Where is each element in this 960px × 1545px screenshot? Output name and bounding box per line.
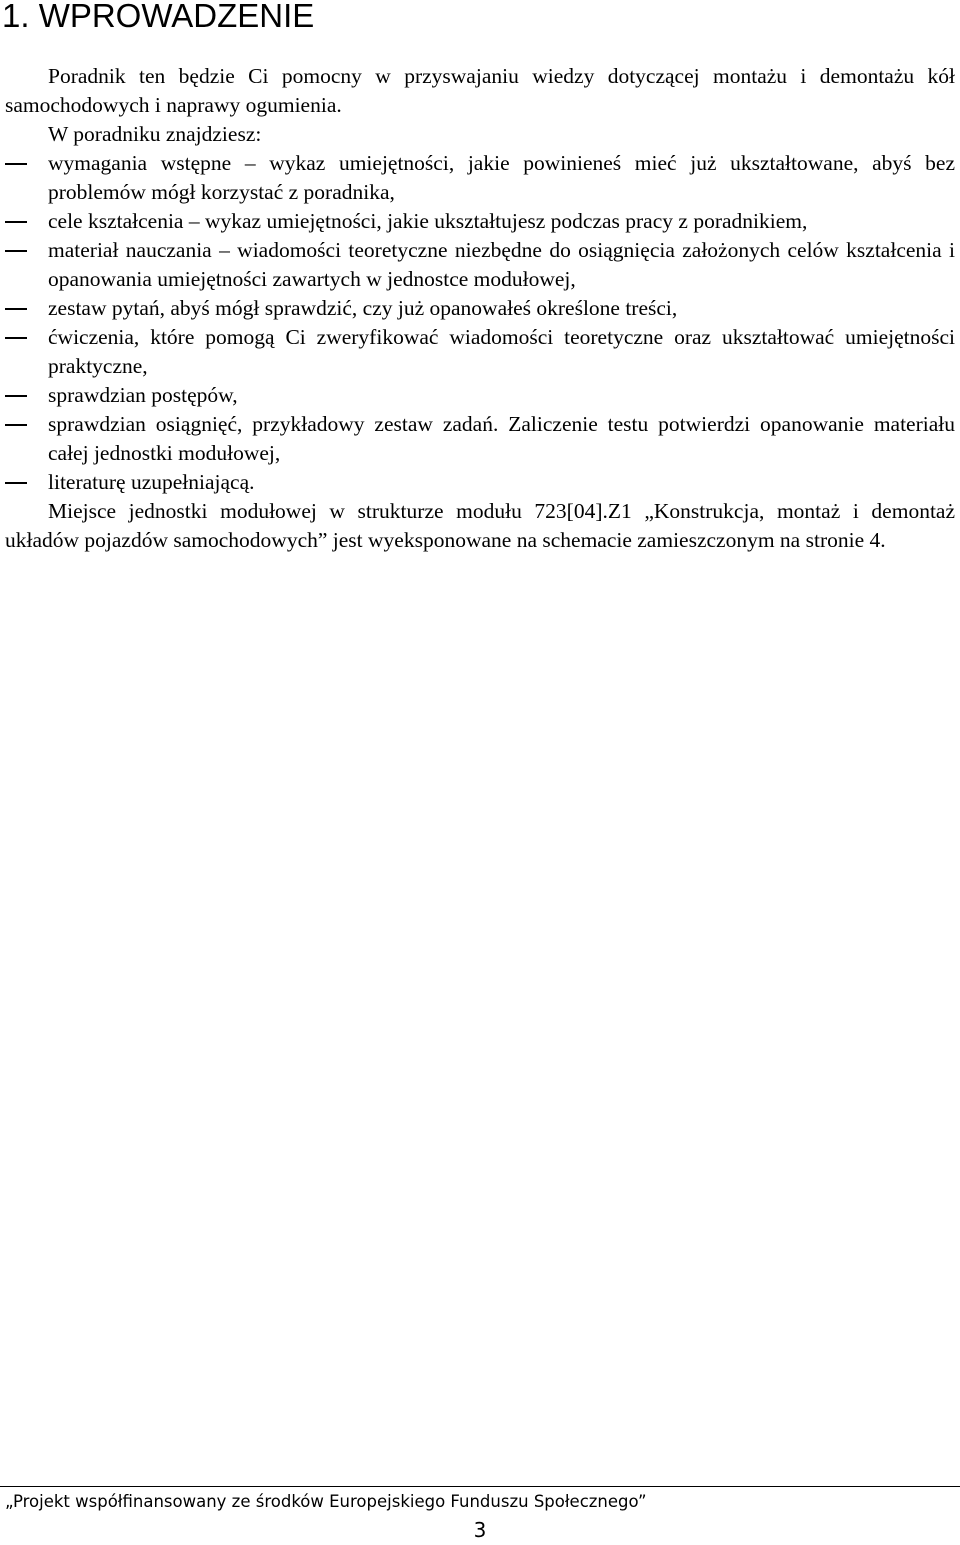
document-body bbox=[5, 62, 955, 555]
list-item bbox=[5, 410, 955, 468]
list-item bbox=[5, 323, 955, 381]
page-footer bbox=[0, 1478, 960, 1545]
dash-bullet-icon bbox=[5, 482, 27, 484]
list-item bbox=[5, 381, 955, 410]
list-item-text: sprawdzian postępów, bbox=[48, 383, 238, 407]
list-item bbox=[5, 294, 955, 323]
dash-bullet-icon bbox=[5, 395, 27, 397]
list-item bbox=[5, 207, 955, 236]
list-item bbox=[5, 149, 955, 207]
page-heading: 1. WPROWADZENIE bbox=[2, 0, 315, 34]
list-item bbox=[5, 236, 955, 294]
list-item-text: wymagania wstępne – wykaz umiejętności, jakie powinieneś mieć już ukształtowane, abyś bez problemów mógł korzystać z poradnika, bbox=[48, 151, 955, 204]
list-item-text: cele kształcenia – wykaz umiejętności, jakie ukształtujesz podczas pracy z poradnikiem, bbox=[48, 209, 808, 233]
closing-paragraph: Miejsce jednostki modułowej w strukturze modułu 723[04].Z1 „Konstrukcja, montaż i demontaż układów pojazdów samochodowych” jest wyeksponowane na schemacie zamieszczonym na stronie 4. bbox=[5, 499, 955, 552]
footer-divider bbox=[0, 1486, 960, 1487]
dash-bullet-icon bbox=[5, 337, 27, 339]
footer-project-note: „Projekt współfinansowany ze środków Europejskiego Funduszu Społecznego” bbox=[5, 1492, 647, 1511]
contents-list bbox=[5, 149, 955, 497]
list-item bbox=[5, 468, 955, 497]
page-number: 3 bbox=[473, 1518, 487, 1542]
list-item-text: ćwiczenia, które pomogą Ci zweryfikować wiadomości teoretyczne oraz ukształtować umiejętności praktyczne, bbox=[48, 325, 955, 378]
list-intro-paragraph: W poradniku znajdziesz: bbox=[48, 122, 262, 146]
dash-bullet-icon bbox=[5, 163, 27, 165]
dash-bullet-icon bbox=[5, 308, 27, 310]
dash-bullet-icon bbox=[5, 221, 27, 223]
list-item-text: literaturę uzupełniającą. bbox=[48, 470, 255, 494]
intro-paragraph: Poradnik ten będzie Ci pomocny w przyswajaniu wiedzy dotyczącej montażu i demontażu kół samochodowych i naprawy ogumienia. bbox=[5, 64, 955, 117]
list-item-text: materiał nauczania – wiadomości teoretyczne niezbędne do osiągnięcia założonych celów kształcenia i opanowania umiejętności zawartych w jednostce modułowej, bbox=[48, 238, 955, 291]
list-item-text: zestaw pytań, abyś mógł sprawdzić, czy już opanowałeś określone treści, bbox=[48, 296, 678, 320]
list-item-text: sprawdzian osiągnięć, przykładowy zestaw zadań. Zaliczenie testu potwierdzi opanowanie materiału całej jednostki modułowej, bbox=[48, 412, 955, 465]
dash-bullet-icon bbox=[5, 250, 27, 252]
dash-bullet-icon bbox=[5, 424, 27, 426]
